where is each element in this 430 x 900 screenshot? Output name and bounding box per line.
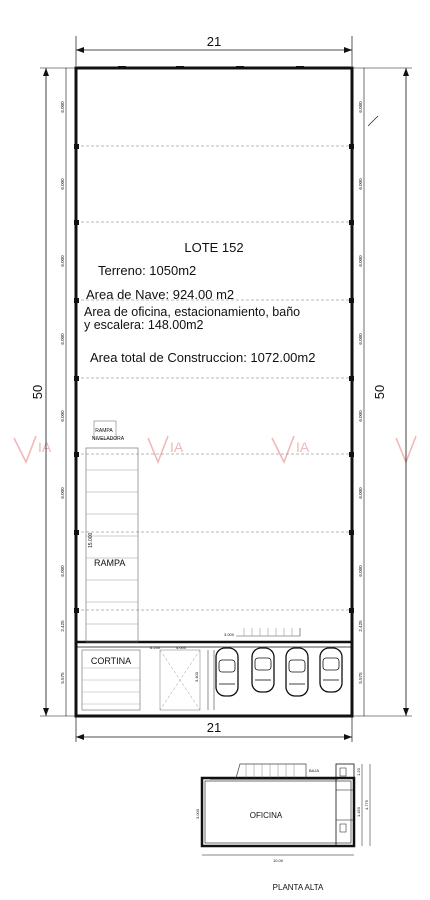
upper-right-dimension: 1.450: [356, 806, 361, 818]
rampa-niveladora-label-2: NIVELADORA: [91, 436, 125, 442]
right-dimension-label: 50: [372, 384, 387, 400]
bay-label: 6.000: [358, 101, 363, 113]
watermark-text: IA: [170, 439, 184, 455]
left-dimension: [30, 68, 76, 716]
area-oficina-line2: y escalera: 148.00m2: [84, 318, 204, 332]
small-dimension: 3.000: [224, 632, 235, 637]
ramp: [86, 448, 138, 642]
watermark-text: IA: [38, 439, 52, 455]
small-dimension: 3.400: [194, 671, 199, 682]
area-total-text: Area total de Construccion: 1072.00m2: [90, 350, 316, 365]
car-icon: [252, 648, 274, 692]
columns: [74, 66, 354, 613]
nave-outline: [74, 66, 354, 716]
top-dimension-label: 21: [206, 34, 222, 49]
planta-alta: [195, 764, 370, 892]
car-icon: [320, 648, 342, 692]
lot-title: LOTE 152: [184, 240, 244, 255]
upper-right-dimension: 4.775: [364, 799, 369, 811]
left-bay-labels: [60, 101, 65, 684]
bay-label: 6.000: [60, 101, 65, 113]
loading-zone: [82, 628, 342, 710]
bay-label: 5.575: [358, 672, 363, 684]
bay-label: 6.000: [358, 255, 363, 267]
rampa-niveladora-label-1: RAMPA: [95, 428, 113, 434]
right-dimension: [352, 68, 412, 716]
bay-label: 6.000: [60, 255, 65, 267]
bay-label: 6.000: [60, 487, 65, 499]
bay-label: 5.575: [60, 672, 65, 684]
rampa-length: 15.000: [88, 532, 94, 548]
upper-width-dimension: 10.00: [272, 858, 284, 863]
bottom-dimension-label: 21: [206, 720, 222, 735]
bay-label: 2.425: [358, 620, 363, 632]
car-icon: [216, 648, 238, 696]
baja-label: BAJA: [309, 768, 320, 773]
small-dimension: 6.250: [150, 645, 161, 650]
watermark: [272, 436, 310, 462]
bottom-dimension: [76, 716, 352, 742]
upper-right-dimension: 1.20: [356, 768, 361, 776]
terreno-text: Terreno: 1050m2: [98, 263, 197, 278]
right-bay-labels: [358, 101, 363, 684]
planta-alta-caption: PLANTA ALTA: [272, 883, 324, 892]
rampa-label: RAMPA: [94, 558, 126, 568]
area-nave-text: Area de Nave: 924.00 m2: [86, 287, 235, 302]
bay-label: 6.000: [358, 333, 363, 345]
bay-label: 2.425: [60, 620, 65, 632]
bay-label: 6.000: [358, 178, 363, 190]
area-oficina-line1: Area de oficina, estacionamiento, baño: [84, 305, 301, 319]
top-dimension: [76, 34, 352, 66]
bay-label: 6.000: [60, 178, 65, 190]
left-dimension-label: 50: [30, 384, 45, 400]
bay-label: 6.000: [60, 410, 65, 422]
small-dimension: 4.000: [176, 645, 187, 650]
watermark-text: IA: [296, 439, 310, 455]
stair-lower: [236, 628, 300, 636]
bay-label: 6.000: [358, 487, 363, 499]
stair-upper: [236, 764, 306, 778]
bay-lines: [76, 146, 352, 610]
cortina-label: CORTINA: [90, 656, 132, 666]
car-icon: [286, 648, 308, 696]
bay-label: 6.000: [358, 410, 363, 422]
bay-label: 6.000: [60, 333, 65, 345]
rampa-niveladora: [92, 421, 125, 442]
bay-label: 6.000: [358, 565, 363, 577]
upper-height-dimension: 3.000: [195, 808, 200, 820]
bay-label: 6.000: [60, 565, 65, 577]
area-summary: [84, 240, 315, 365]
watermark-group: [14, 436, 416, 462]
oficina-label: OFICINA: [249, 811, 283, 820]
watermark: [148, 436, 184, 462]
